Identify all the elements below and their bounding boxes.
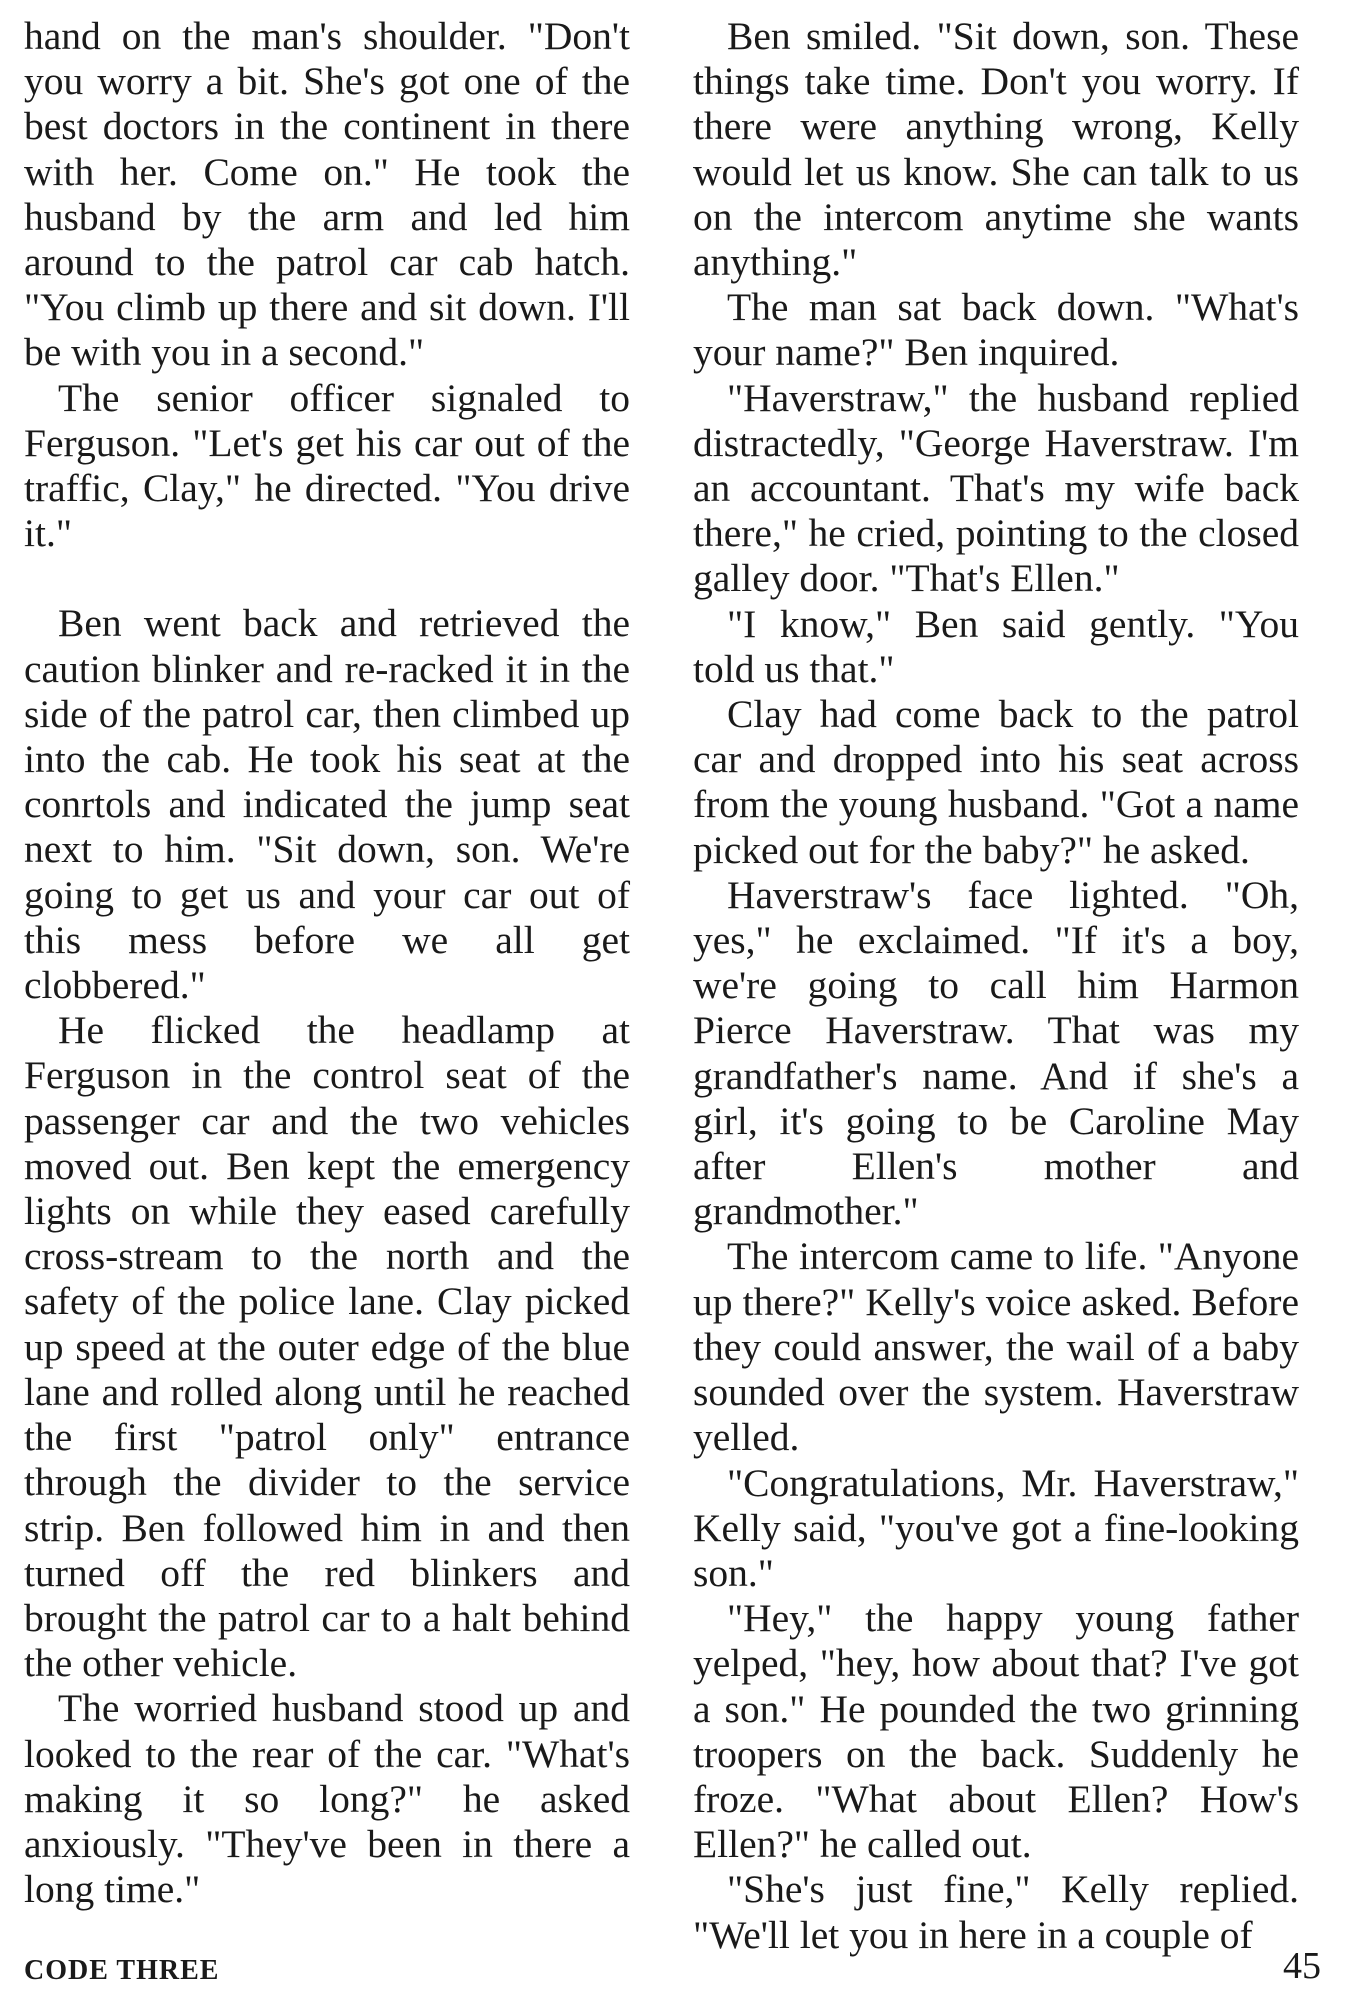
running-title: CODE THREE	[24, 1955, 220, 1986]
paragraph: hand on the man's shoulder. "Don't you worry a bit. She's got one of the best doctors in the continent in there with her. Come on." He took the husband by the arm and led him around to the patrol car cab hatch. "You climb up there and sit down. I'll be with you in a second."	[24, 14, 630, 375]
paragraph: "Congratulations, Mr. Haverstraw," Kelly said, "you've got a fine-looking son."	[693, 1460, 1299, 1595]
left-column	[24, 14, 630, 1912]
paragraph: Ben went back and retrieved the caution blinker and re-racked it in the side of the patrol car, then climbed up into the cab. He took his seat at the conrtols and indicated the jump seat next to him. "Sit down, son. We're going to get us and your car out of this mess before we all get clobbered."	[24, 601, 630, 1008]
paragraph: Clay had come back to the patrol car and dropped into his seat across from the young husband. "Got a name picked out for the baby?" he asked.	[693, 692, 1299, 872]
paragraph: The senior officer signaled to Ferguson. "Let's get his car out of the traffic, Clay," he directed. "You drive it."	[24, 375, 630, 556]
paragraph: "Haverstraw," the husband replied distractedly, "George Haverstraw. I'm an accountant. That's my wife back there," he cried, pointing to the closed galley door. "That's Ellen."	[693, 375, 1299, 601]
page-number: 45	[1283, 1945, 1321, 1987]
paragraph: "I know," Ben said gently. "You told us that."	[693, 601, 1299, 691]
paragraph: He flicked the headlamp at Ferguson in the control seat of the passenger car and the two vehicles moved out. Ben kept the emergency lights on while they eased carefully cross-stream to the north and the safety of the police lane. Clay picked up speed at the outer edge of the blue lane and rolled along until he reached the first "patrol only" entrance through the divider to the service strip. Ben followed him in and then turned off the red blinkers and brought the patrol car to a halt behind the other vehicle.	[24, 1008, 630, 1686]
paragraph: Ben smiled. "Sit down, son. These things take time. Don't you worry. If there were anything wrong, Kelly would let us know. She can talk to us on the intercom anytime she wants anything."	[693, 14, 1299, 285]
paragraph: "She's just fine," Kelly replied. "We'll let you in here in a couple of	[693, 1867, 1299, 1957]
paragraph: The intercom came to life. "Anyone up there?" Kelly's voice asked. Before they could answer, the wail of a baby sounded over the system. Haverstraw yelled.	[693, 1234, 1299, 1460]
paragraph: The man sat back down. "What's your name?" Ben inquired.	[693, 285, 1299, 375]
paragraph: Haverstraw's face lighted. "Oh, yes," he exclaimed. "If it's a boy, we're going to call him Harmon Pierce Haverstraw. That was my grandfather's name. And if she's a girl, it's going to be Caroline May after Ellen's mother and grandmother."	[693, 872, 1299, 1234]
paragraph: The worried husband stood up and looked to the rear of the car. "What's making it so long?" he asked anxiously. "They've been in there a long time."	[24, 1686, 630, 1912]
paragraph: "Hey," the happy young father yelped, "hey, how about that? I've got a son." He pounded the two grinning troopers on the back. Suddenly he froze. "What about Ellen? How's Ellen?" he called out.	[693, 1596, 1299, 1867]
right-column	[693, 14, 1299, 1958]
